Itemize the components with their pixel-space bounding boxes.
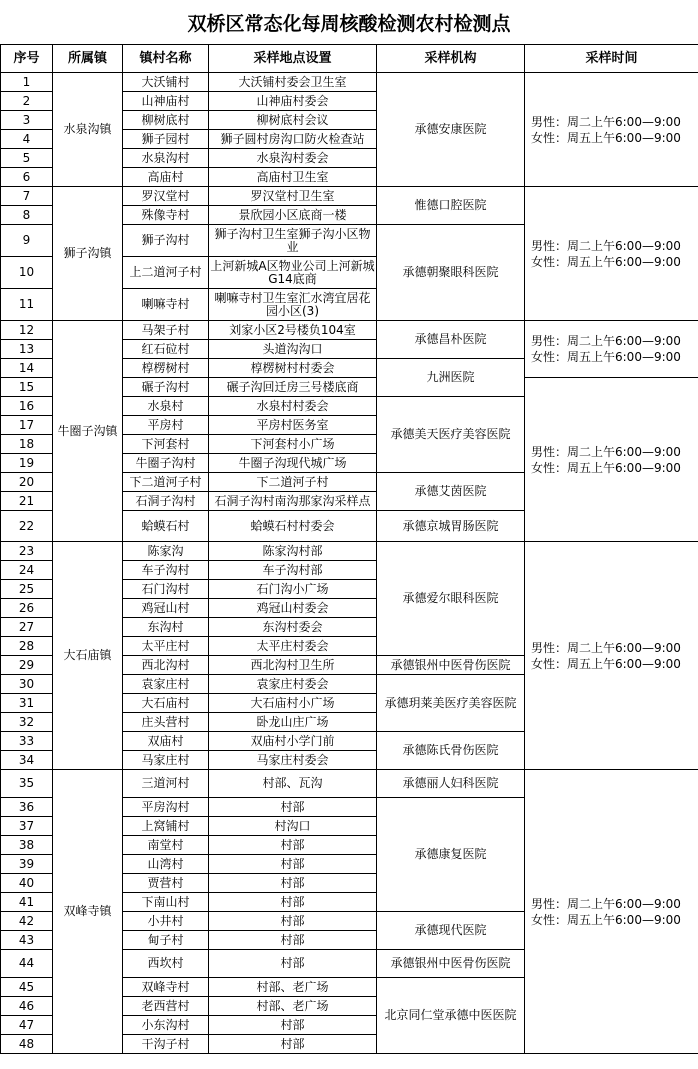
time-male: 男性：周二上午6:00—9:00 [531, 444, 681, 459]
org-cell: 承德丽人妇科医院 [377, 770, 525, 798]
time-female: 女性：周五上午6:00—9:00 [531, 656, 681, 671]
town-cell: 水泉沟镇 [53, 73, 123, 187]
village-cell: 蛤蟆石村 [123, 511, 209, 542]
row-number: 31 [1, 694, 53, 713]
site-cell: 双庙村小学门前 [209, 732, 377, 751]
village-cell: 大沃铺村 [123, 73, 209, 92]
row-number: 42 [1, 912, 53, 931]
header-org: 采样机构 [377, 45, 525, 73]
site-cell: 下河套村小广场 [209, 435, 377, 454]
site-cell: 狮子沟村卫生室狮子沟小区物业 [209, 225, 377, 257]
row-number: 38 [1, 836, 53, 855]
row-number: 24 [1, 561, 53, 580]
village-cell: 西坎村 [123, 950, 209, 978]
row-number: 46 [1, 997, 53, 1016]
row-number: 36 [1, 798, 53, 817]
village-cell: 水泉沟村 [123, 149, 209, 168]
time-female: 女性：周五上午6:00—9:00 [531, 130, 681, 145]
site-cell: 柳树底村会议 [209, 111, 377, 130]
org-cell: 惟德口腔医院 [377, 187, 525, 225]
site-cell: 高庙村卫生室 [209, 168, 377, 187]
site-cell: 大沃铺村委会卫生室 [209, 73, 377, 92]
row-number: 47 [1, 1016, 53, 1035]
row-number: 6 [1, 168, 53, 187]
time-cell [525, 542, 698, 770]
town-cell: 狮子沟镇 [53, 187, 123, 321]
site-cell: 上河新城A区物业公司上河新城G14底商 [209, 257, 377, 289]
site-cell: 村部、瓦沟 [209, 770, 377, 798]
site-cell: 村部、老广场 [209, 978, 377, 997]
row-number: 28 [1, 637, 53, 656]
row-number: 34 [1, 751, 53, 770]
village-cell: 南堂村 [123, 836, 209, 855]
site-cell: 村部、老广场 [209, 997, 377, 1016]
row-number: 33 [1, 732, 53, 751]
org-cell: 承德现代医院 [377, 912, 525, 950]
village-cell: 老西营村 [123, 997, 209, 1016]
row-number: 29 [1, 656, 53, 675]
site-cell: 碾子沟回迁房三号楼底商 [209, 378, 377, 397]
village-cell: 下河套村 [123, 435, 209, 454]
time-cell [525, 73, 698, 187]
header-village: 镇村名称 [123, 45, 209, 73]
site-cell: 景欣园小区底商一楼 [209, 206, 377, 225]
time-male: 男性：周二上午6:00—9:00 [531, 896, 681, 911]
town-cell: 大石庙镇 [53, 542, 123, 770]
sheet-title: 双桥区常态化每周核酸检测农村检测点 [187, 12, 511, 35]
village-cell: 上二道河子村 [123, 257, 209, 289]
site-cell: 平房村医务室 [209, 416, 377, 435]
org-cell: 承德玥莱美医疗美容医院 [377, 675, 525, 732]
time-female: 女性：周五上午6:00—9:00 [531, 460, 681, 475]
row-number: 23 [1, 542, 53, 561]
row-number: 8 [1, 206, 53, 225]
time-cell [525, 378, 698, 542]
site-cell: 车子沟村部 [209, 561, 377, 580]
site-cell: 村部 [209, 893, 377, 912]
village-cell: 下二道河子村 [123, 473, 209, 492]
site-cell: 头道沟沟口 [209, 340, 377, 359]
village-cell: 狮子园村 [123, 130, 209, 149]
site-cell: 村沟口 [209, 817, 377, 836]
village-cell: 红石砬村 [123, 340, 209, 359]
village-cell: 罗汉堂村 [123, 187, 209, 206]
site-cell: 太平庄村委会 [209, 637, 377, 656]
time-female: 女性：周五上午6:00—9:00 [531, 912, 681, 927]
village-cell: 马架子村 [123, 321, 209, 340]
row-number: 12 [1, 321, 53, 340]
site-cell: 牛圈子沟现代城广场 [209, 454, 377, 473]
time-male: 男性：周二上午6:00—9:00 [531, 238, 681, 253]
row-number: 19 [1, 454, 53, 473]
site-cell: 蛤蟆石村村委会 [209, 511, 377, 542]
village-cell: 平房沟村 [123, 798, 209, 817]
header-town: 所属镇 [53, 45, 123, 73]
org-cell: 承德朝聚眼科医院 [377, 225, 525, 321]
header-row [1, 45, 698, 73]
site-cell: 下二道河子村 [209, 473, 377, 492]
row-number: 10 [1, 257, 53, 289]
row-number: 11 [1, 289, 53, 321]
village-cell: 贾营村 [123, 874, 209, 893]
table-row [1, 542, 698, 561]
header-no: 序号 [1, 45, 53, 73]
table-row [1, 73, 698, 92]
town-cell: 双峰寺镇 [53, 770, 123, 1054]
row-number: 4 [1, 130, 53, 149]
site-cell: 西北沟村卫生所 [209, 656, 377, 675]
time-cell [525, 187, 698, 321]
row-number: 17 [1, 416, 53, 435]
site-cell: 刘家小区2号楼负104室 [209, 321, 377, 340]
site-cell: 村部 [209, 950, 377, 978]
time-cell [525, 770, 698, 1054]
org-cell: 承德爱尔眼科医院 [377, 542, 525, 656]
row-number: 7 [1, 187, 53, 206]
org-cell: 承德京城胃肠医院 [377, 511, 525, 542]
village-cell: 狮子沟村 [123, 225, 209, 257]
site-cell: 村部 [209, 874, 377, 893]
row-number: 44 [1, 950, 53, 978]
village-cell: 水泉村 [123, 397, 209, 416]
village-cell: 碾子沟村 [123, 378, 209, 397]
village-cell: 上窝铺村 [123, 817, 209, 836]
row-number: 21 [1, 492, 53, 511]
time-female: 女性：周五上午6:00—9:00 [531, 254, 681, 269]
org-cell: 北京同仁堂承德中医医院 [377, 978, 525, 1054]
org-cell: 承德康复医院 [377, 798, 525, 912]
site-cell: 喇嘛寺村卫生室汇水湾宜居花园小区(3) [209, 289, 377, 321]
row-number: 45 [1, 978, 53, 997]
town-cell: 牛圈子沟镇 [53, 321, 123, 542]
site-cell: 罗汉堂村卫生室 [209, 187, 377, 206]
table-body [1, 73, 698, 1054]
site-cell: 椁楞树村村委会 [209, 359, 377, 378]
site-cell: 狮子圆村房沟口防火检查站 [209, 130, 377, 149]
row-number: 30 [1, 675, 53, 694]
village-cell: 车子沟村 [123, 561, 209, 580]
row-number: 27 [1, 618, 53, 637]
row-number: 40 [1, 874, 53, 893]
org-cell: 承德美天医疗美容医院 [377, 397, 525, 473]
table-row [1, 187, 698, 206]
site-cell: 鸡冠山村委会 [209, 599, 377, 618]
site-cell: 村部 [209, 798, 377, 817]
site-cell: 村部 [209, 931, 377, 950]
site-cell: 石洞子沟村南沟那家沟采样点 [209, 492, 377, 511]
site-cell: 陈家沟村部 [209, 542, 377, 561]
time-male: 男性：周二上午6:00—9:00 [531, 334, 681, 348]
village-cell: 柳树底村 [123, 111, 209, 130]
row-number: 35 [1, 770, 53, 798]
site-cell: 村部 [209, 836, 377, 855]
time-male: 男性：周二上午6:00—9:00 [531, 114, 681, 129]
row-number: 15 [1, 378, 53, 397]
village-cell: 庄头营村 [123, 713, 209, 732]
village-cell: 山湾村 [123, 855, 209, 874]
header-time: 采样时间 [525, 45, 698, 73]
village-cell: 殊像寺村 [123, 206, 209, 225]
site-cell: 水泉村村委会 [209, 397, 377, 416]
row-number: 2 [1, 92, 53, 111]
village-cell: 鸡冠山村 [123, 599, 209, 618]
village-cell: 双庙村 [123, 732, 209, 751]
site-cell: 村部 [209, 1035, 377, 1054]
row-number: 48 [1, 1035, 53, 1054]
site-cell: 石门沟小广场 [209, 580, 377, 599]
row-number: 32 [1, 713, 53, 732]
row-number: 22 [1, 511, 53, 542]
village-cell: 马家庄村 [123, 751, 209, 770]
row-number: 3 [1, 111, 53, 130]
site-cell: 村部 [209, 855, 377, 874]
time-cell [525, 321, 698, 378]
village-cell: 椁楞树村 [123, 359, 209, 378]
row-number: 25 [1, 580, 53, 599]
row-number: 26 [1, 599, 53, 618]
village-cell: 牛圈子沟村 [123, 454, 209, 473]
village-cell: 石洞子沟村 [123, 492, 209, 511]
village-cell: 东沟村 [123, 618, 209, 637]
site-cell: 大石庙村小广场 [209, 694, 377, 713]
row-number: 9 [1, 225, 53, 257]
site-cell: 马家庄村委会 [209, 751, 377, 770]
village-cell: 喇嘛寺村 [123, 289, 209, 321]
village-cell: 干沟子村 [123, 1035, 209, 1054]
row-number: 5 [1, 149, 53, 168]
site-cell: 东沟村委会 [209, 618, 377, 637]
row-number: 18 [1, 435, 53, 454]
village-cell: 太平庄村 [123, 637, 209, 656]
org-cell: 承德昌朴医院 [377, 321, 525, 359]
site-cell: 村部 [209, 912, 377, 931]
table-row [1, 321, 698, 340]
village-cell: 袁家庄村 [123, 675, 209, 694]
org-cell: 承德银州中医骨伤医院 [377, 950, 525, 978]
testing-sites-table [0, 44, 698, 1054]
org-cell: 承德陈氏骨伤医院 [377, 732, 525, 770]
village-cell: 小东沟村 [123, 1016, 209, 1035]
village-cell: 西北沟村 [123, 656, 209, 675]
row-number: 14 [1, 359, 53, 378]
row-number: 16 [1, 397, 53, 416]
header-site: 采样地点设置 [209, 45, 377, 73]
row-number: 37 [1, 817, 53, 836]
row-number: 1 [1, 73, 53, 92]
village-cell: 甸子村 [123, 931, 209, 950]
site-cell: 村部 [209, 1016, 377, 1035]
village-cell: 高庙村 [123, 168, 209, 187]
site-cell: 水泉沟村委会 [209, 149, 377, 168]
village-cell: 双峰寺村 [123, 978, 209, 997]
time-female: 女性：周五上午6:00—9:00 [531, 350, 681, 364]
table-row [1, 770, 698, 798]
village-cell: 三道河村 [123, 770, 209, 798]
org-cell: 承德银州中医骨伤医院 [377, 656, 525, 675]
site-cell: 袁家庄村委会 [209, 675, 377, 694]
row-number: 41 [1, 893, 53, 912]
village-cell: 平房村 [123, 416, 209, 435]
site-cell: 山神庙村委会 [209, 92, 377, 111]
village-cell: 山神庙村 [123, 92, 209, 111]
village-cell: 小井村 [123, 912, 209, 931]
row-number: 43 [1, 931, 53, 950]
village-cell: 陈家沟 [123, 542, 209, 561]
org-cell: 承德艾茵医院 [377, 473, 525, 511]
org-cell: 承德安康医院 [377, 73, 525, 187]
time-male: 男性：周二上午6:00—9:00 [531, 640, 681, 655]
village-cell: 下南山村 [123, 893, 209, 912]
village-cell: 石门沟村 [123, 580, 209, 599]
row-number: 39 [1, 855, 53, 874]
village-cell: 大石庙村 [123, 694, 209, 713]
org-cell: 九洲医院 [377, 359, 525, 397]
site-cell: 卧龙山庄广场 [209, 713, 377, 732]
row-number: 20 [1, 473, 53, 492]
row-number: 13 [1, 340, 53, 359]
